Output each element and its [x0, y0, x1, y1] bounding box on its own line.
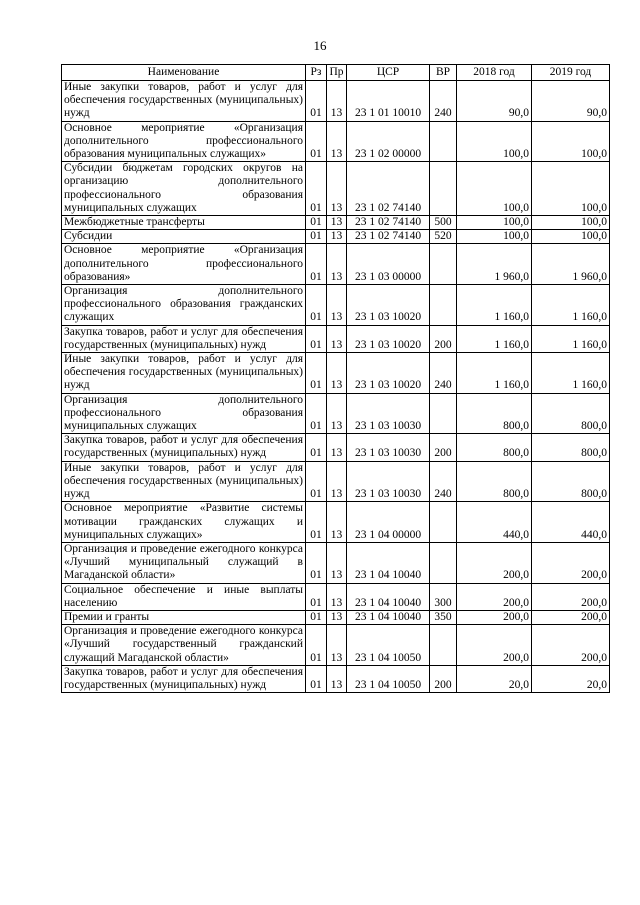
cell-rz: 01: [306, 244, 327, 285]
cell-rz: 01: [306, 542, 327, 583]
cell-pr: 13: [327, 502, 347, 543]
cell-name: Закупка товаров, работ и услуг для обеспечения государственных (муниципальных) нужд: [62, 665, 306, 692]
cell-2018: 440,0: [457, 502, 532, 543]
cell-rz: 01: [306, 665, 327, 692]
cell-2018: 800,0: [457, 393, 532, 434]
cell-pr: 13: [327, 81, 347, 122]
cell-2018: 100,0: [457, 230, 532, 244]
cell-2018: 1 160,0: [457, 285, 532, 326]
cell-rz: 01: [306, 610, 327, 624]
cell-csr: 23 1 04 10040: [347, 583, 430, 610]
header-2019: 2019 год: [532, 65, 610, 81]
table-row: [62, 162, 610, 216]
cell-2019: 100,0: [532, 121, 610, 162]
cell-pr: 13: [327, 393, 347, 434]
cell-name: Организация дополнительного профессионального образования гражданских служащих: [62, 285, 306, 326]
cell-name: Субсидии бюджетам городских округов на организацию дополнительного профессионального образования муниципальных служащих: [62, 162, 306, 216]
cell-rz: 01: [306, 434, 327, 461]
page-number: 16: [313, 38, 327, 53]
cell-2019: 800,0: [532, 393, 610, 434]
cell-2019: 200,0: [532, 625, 610, 666]
cell-2018: 1 960,0: [457, 244, 532, 285]
cell-name: Организация и проведение ежегодного конкурса «Лучший государственный гражданский служащий Магаданской области»: [62, 625, 306, 666]
cell-csr: 23 1 03 10020: [347, 285, 430, 326]
table-row: [62, 230, 610, 244]
cell-2019: 800,0: [532, 434, 610, 461]
cell-name: Организация и проведение ежегодного конкурса «Лучший муниципальный служащий в Магаданской области»: [62, 542, 306, 583]
cell-2018: 100,0: [457, 216, 532, 230]
cell-2018: 100,0: [457, 121, 532, 162]
cell-pr: 13: [327, 230, 347, 244]
cell-2019: 1 160,0: [532, 353, 610, 394]
table-row: [62, 285, 610, 326]
cell-name: Иные закупки товаров, работ и услуг для обеспечения государственных (муниципальных) нужд: [62, 353, 306, 394]
cell-csr: 23 1 03 00000: [347, 244, 430, 285]
table-row: [62, 325, 610, 352]
table-row: [62, 542, 610, 583]
cell-2019: 1 160,0: [532, 285, 610, 326]
cell-name: Иные закупки товаров, работ и услуг для обеспечения государственных (муниципальных) нужд: [62, 81, 306, 122]
cell-name: Основное мероприятие «Развитие системы мотивации гражданских служащих и муниципальных служащих»: [62, 502, 306, 543]
cell-csr: 23 1 04 10050: [347, 665, 430, 692]
cell-vr: 200: [430, 665, 457, 692]
cell-name: Иные закупки товаров, работ и услуг для обеспечения государственных (муниципальных) нужд: [62, 461, 306, 502]
cell-rz: 01: [306, 461, 327, 502]
cell-csr: 23 1 03 10030: [347, 461, 430, 502]
cell-rz: 01: [306, 121, 327, 162]
cell-pr: 13: [327, 665, 347, 692]
cell-vr: [430, 502, 457, 543]
table-row: [62, 216, 610, 230]
table-row: [62, 81, 610, 122]
cell-csr: 23 1 02 00000: [347, 121, 430, 162]
cell-rz: 01: [306, 583, 327, 610]
cell-2019: 100,0: [532, 230, 610, 244]
cell-2018: 200,0: [457, 583, 532, 610]
cell-2019: 200,0: [532, 583, 610, 610]
cell-csr: 23 1 01 10010: [347, 81, 430, 122]
cell-vr: 520: [430, 230, 457, 244]
cell-2019: 200,0: [532, 542, 610, 583]
header-vr: ВР: [430, 65, 457, 81]
cell-2018: 200,0: [457, 610, 532, 624]
cell-2018: 1 160,0: [457, 325, 532, 352]
cell-name: Закупка товаров, работ и услуг для обеспечения государственных (муниципальных) нужд: [62, 325, 306, 352]
cell-2019: 100,0: [532, 162, 610, 216]
table-row: [62, 393, 610, 434]
cell-rz: 01: [306, 230, 327, 244]
cell-pr: 13: [327, 244, 347, 285]
cell-2019: 100,0: [532, 216, 610, 230]
cell-vr: [430, 393, 457, 434]
cell-vr: 300: [430, 583, 457, 610]
table-header-row: [62, 65, 610, 81]
budget-table: [61, 64, 610, 693]
cell-vr: 240: [430, 81, 457, 122]
cell-csr: 23 1 03 10020: [347, 325, 430, 352]
cell-2018: 1 160,0: [457, 353, 532, 394]
cell-2019: 1 960,0: [532, 244, 610, 285]
cell-csr: 23 1 03 10020: [347, 353, 430, 394]
cell-vr: [430, 542, 457, 583]
cell-2019: 20,0: [532, 665, 610, 692]
cell-2018: 200,0: [457, 625, 532, 666]
cell-vr: [430, 625, 457, 666]
cell-pr: 13: [327, 610, 347, 624]
cell-rz: 01: [306, 393, 327, 434]
cell-pr: 13: [327, 285, 347, 326]
table-row: [62, 434, 610, 461]
header-pr: Пр: [327, 65, 347, 81]
cell-rz: 01: [306, 216, 327, 230]
cell-rz: 01: [306, 325, 327, 352]
table-row: [62, 610, 610, 624]
cell-vr: 200: [430, 325, 457, 352]
cell-name: Межбюджетные трансферты: [62, 216, 306, 230]
cell-csr: 23 1 02 74140: [347, 230, 430, 244]
cell-name: Основное мероприятие «Организация дополнительного профессионального образования муниципальных служащих»: [62, 121, 306, 162]
cell-rz: 01: [306, 353, 327, 394]
header-2018: 2018 год: [457, 65, 532, 81]
header-csr: ЦСР: [347, 65, 430, 81]
cell-2019: 1 160,0: [532, 325, 610, 352]
cell-rz: 01: [306, 502, 327, 543]
cell-pr: 13: [327, 162, 347, 216]
cell-csr: 23 1 02 74140: [347, 162, 430, 216]
cell-pr: 13: [327, 461, 347, 502]
cell-2019: 200,0: [532, 610, 610, 624]
cell-2019: 90,0: [532, 81, 610, 122]
header-name: Наименование: [62, 65, 306, 81]
cell-vr: 500: [430, 216, 457, 230]
cell-name: Субсидии: [62, 230, 306, 244]
cell-csr: 23 1 03 10030: [347, 434, 430, 461]
table-row: [62, 502, 610, 543]
cell-name: Премии и гранты: [62, 610, 306, 624]
cell-csr: 23 1 04 10040: [347, 542, 430, 583]
table-row: [62, 244, 610, 285]
cell-rz: 01: [306, 625, 327, 666]
cell-vr: 200: [430, 434, 457, 461]
table-row: [62, 583, 610, 610]
cell-vr: 240: [430, 353, 457, 394]
cell-vr: [430, 121, 457, 162]
cell-2018: 20,0: [457, 665, 532, 692]
cell-pr: 13: [327, 216, 347, 230]
cell-pr: 13: [327, 353, 347, 394]
cell-name: Социальное обеспечение и иные выплаты населению: [62, 583, 306, 610]
cell-pr: 13: [327, 583, 347, 610]
cell-name: Организация дополнительного профессионального образования муниципальных служащих: [62, 393, 306, 434]
table-row: [62, 665, 610, 692]
cell-vr: [430, 244, 457, 285]
cell-vr: [430, 162, 457, 216]
cell-vr: 350: [430, 610, 457, 624]
cell-rz: 01: [306, 81, 327, 122]
cell-2018: 100,0: [457, 162, 532, 216]
header-rz: Рз: [306, 65, 327, 81]
cell-name: Основное мероприятие «Организация дополнительного профессионального образования»: [62, 244, 306, 285]
cell-2018: 200,0: [457, 542, 532, 583]
table-row: [62, 353, 610, 394]
cell-vr: 240: [430, 461, 457, 502]
cell-pr: 13: [327, 434, 347, 461]
cell-csr: 23 1 03 10030: [347, 393, 430, 434]
cell-csr: 23 1 04 10050: [347, 625, 430, 666]
cell-pr: 13: [327, 542, 347, 583]
table-row: [62, 461, 610, 502]
cell-2019: 800,0: [532, 461, 610, 502]
cell-csr: 23 1 04 10040: [347, 610, 430, 624]
table-row: [62, 625, 610, 666]
cell-pr: 13: [327, 121, 347, 162]
cell-2018: 90,0: [457, 81, 532, 122]
table-row: [62, 121, 610, 162]
cell-2018: 800,0: [457, 461, 532, 502]
cell-2018: 800,0: [457, 434, 532, 461]
cell-pr: 13: [327, 625, 347, 666]
cell-2019: 440,0: [532, 502, 610, 543]
cell-rz: 01: [306, 285, 327, 326]
cell-vr: [430, 285, 457, 326]
cell-csr: 23 1 02 74140: [347, 216, 430, 230]
cell-pr: 13: [327, 325, 347, 352]
cell-csr: 23 1 04 00000: [347, 502, 430, 543]
cell-name: Закупка товаров, работ и услуг для обеспечения государственных (муниципальных) нужд: [62, 434, 306, 461]
cell-rz: 01: [306, 162, 327, 216]
